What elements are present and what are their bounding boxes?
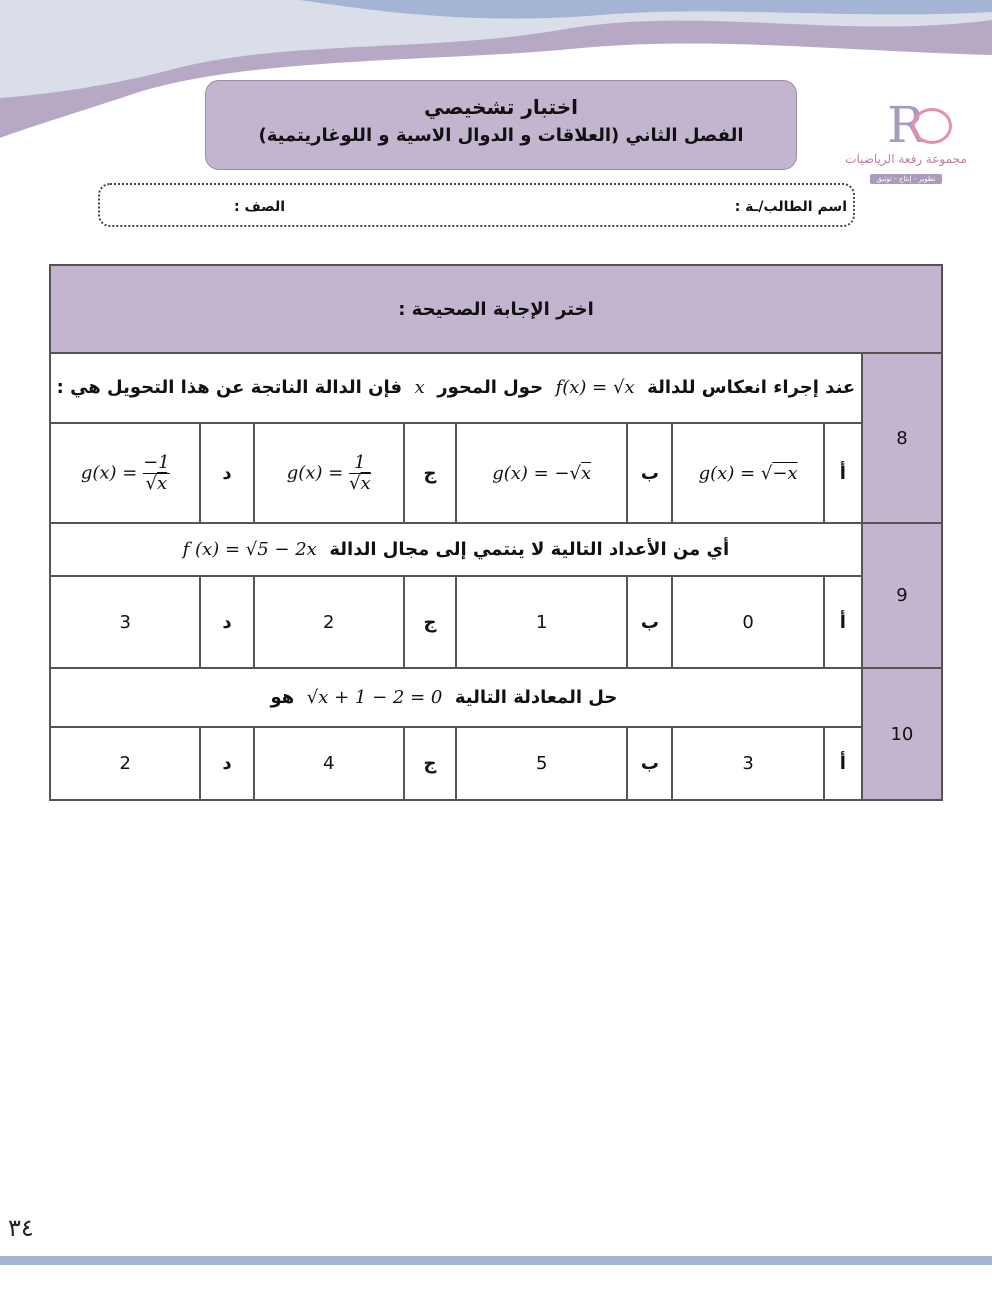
student-info-box (98, 183, 855, 227)
logo-name: مجموعة رفعة الرياضيات (845, 152, 967, 166)
question-stem: أي من الأعداد التالية لا ينتمي إلى مجال الدالة f (x) = √5 − 2x (50, 523, 862, 576)
answer-option[interactable]: g(x) = √−x (672, 423, 823, 523)
question-number: 9 (862, 523, 942, 668)
answer-option[interactable]: 4 (254, 727, 404, 800)
logo-ring-icon (912, 108, 952, 144)
math-function: f(x) = √x (555, 377, 635, 398)
answer-option[interactable]: 3 (672, 727, 823, 800)
question-number: 8 (862, 353, 942, 523)
option-letter: ب (627, 423, 672, 523)
math-axis: x (414, 377, 425, 398)
bottom-bar (0, 1256, 992, 1265)
title-box (205, 80, 797, 170)
class-label: الصف : (234, 199, 285, 215)
answer-option[interactable]: 5 (456, 727, 627, 800)
answer-option[interactable]: 0 (672, 576, 823, 668)
answer-option[interactable]: 2 (254, 576, 404, 668)
answer-option[interactable]: g(x) = −√x (456, 423, 627, 523)
answer-option[interactable]: 3 (50, 576, 200, 668)
option-letter: د (200, 423, 253, 523)
logo-letter-icon: R (887, 96, 925, 154)
answer-option[interactable]: 2 (50, 727, 200, 800)
logo (842, 96, 970, 206)
math-function: f (x) = √5 − 2x (182, 538, 317, 560)
page-title: اختبار تشخيصي (424, 95, 578, 119)
answer-option[interactable]: g(x) = $\frac{-1}{√x}$ (50, 423, 200, 523)
option-letter: أ (824, 423, 862, 523)
question-number: 10 (862, 668, 942, 800)
question-stem: عند إجراء انعكاس للدالة f(x) = √x حول المحور x فإن الدالة الناتجة عن هذا التحويل هي : (50, 353, 862, 423)
option-letter: د (200, 727, 253, 800)
questions-table (49, 264, 943, 801)
option-letter: ج (404, 727, 456, 800)
option-letter: ج (404, 423, 456, 523)
page-number: ٣٤ (8, 1214, 34, 1242)
option-letter: ب (627, 727, 672, 800)
option-letter: أ (824, 576, 862, 668)
logo-tagline: تطوير - إنتاج - توثيق (870, 174, 941, 184)
question-stem: حل المعادلة التالية √x + 1 − 2 = 0 هو (50, 668, 862, 727)
page-subtitle: الفصل الثاني (العلاقات و الدوال الاسية و اللوغاريتمية) (258, 125, 744, 146)
math-equation: √x + 1 − 2 = 0 (306, 686, 443, 708)
option-letter: د (200, 576, 253, 668)
student-name-label: اسم الطالب/ـة : (734, 199, 847, 215)
option-letter: ب (627, 576, 672, 668)
instructions-header: اختر الإجابة الصحيحة : (50, 265, 942, 353)
answer-option[interactable]: g(x) = $\frac{1}{√x}$ (254, 423, 404, 523)
option-letter: ج (404, 576, 456, 668)
option-letter: أ (824, 727, 862, 800)
answer-option[interactable]: 1 (456, 576, 627, 668)
